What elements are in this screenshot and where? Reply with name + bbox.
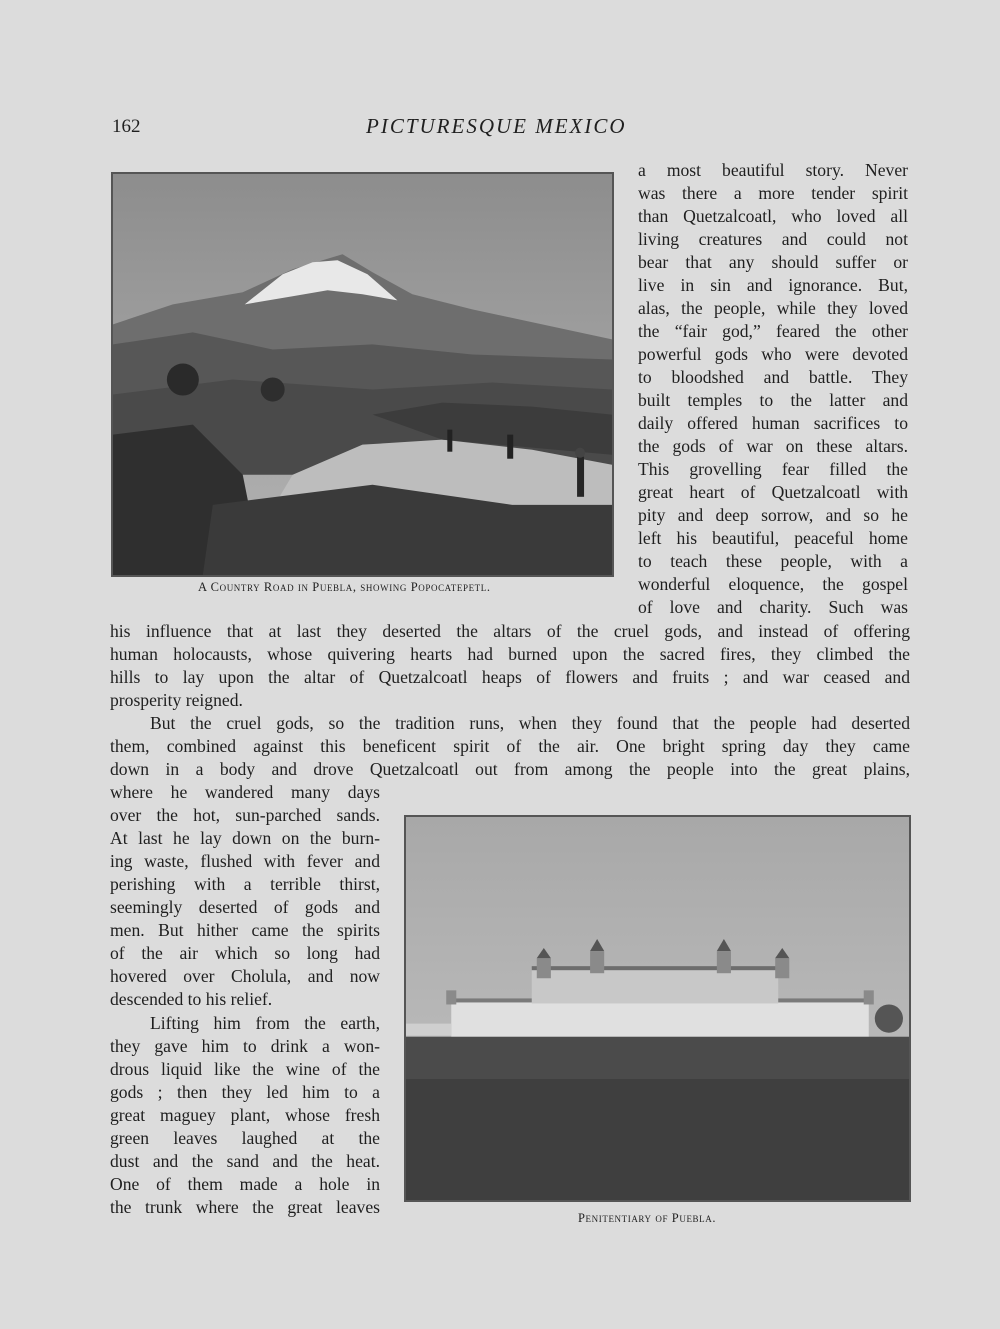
body-line: to teach these people, with a <box>638 551 908 571</box>
body-line: to bloodshed and battle. They <box>638 367 908 387</box>
page-number: 162 <box>112 116 141 137</box>
body-line: a most beautiful story. Never <box>638 160 908 180</box>
paragraph-start: Lifting him from the earth, <box>150 1013 380 1033</box>
body-line: than Quetzalcoatl, who loved all <box>638 206 908 226</box>
body-line: green leaves laughed at the <box>110 1128 380 1148</box>
body-line: where he wandered many days <box>110 782 380 802</box>
body-line: prosperity reigned. <box>110 690 243 710</box>
body-line: hovered over Cholula, and now <box>110 966 380 986</box>
body-line: down in a body and drove Quetzalcoatl out from among the people into the great plains, <box>110 759 910 779</box>
body-line: of the air which so long had <box>110 943 380 963</box>
body-line: great maguey plant, whose fresh <box>110 1105 380 1125</box>
body-line: gods ; then they led him to a <box>110 1082 380 1102</box>
body-line: built temples to the latter and <box>638 390 908 410</box>
photo-country-road-popocatepetl <box>111 172 614 577</box>
paragraph-start: But the cruel gods, so the tradition runs, when they found that the people had deserted <box>150 713 910 733</box>
body-line: was there a more tender spirit <box>638 183 908 203</box>
body-line: ing waste, flushed with fever and <box>110 851 380 871</box>
body-line: live in sin and ignorance. But, <box>638 275 908 295</box>
body-line: over the hot, sun-parched sands. <box>110 805 380 825</box>
body-line: men. But hither came the spirits <box>110 920 380 940</box>
body-line: living creatures and could not <box>638 229 908 249</box>
body-line: seemingly deserted of gods and <box>110 897 380 917</box>
body-line: One of them made a hole in <box>110 1174 380 1194</box>
body-line: powerful gods who were devoted <box>638 344 908 364</box>
photo-penitentiary-of-puebla <box>404 815 911 1202</box>
body-line: drous liquid like the wine of the <box>110 1059 380 1079</box>
figure-caption: A Country Road in Puebla, showing Popocatepetl. <box>198 580 491 594</box>
running-title: PICTURESQUE MEXICO <box>366 114 627 138</box>
body-line: the trunk where the great leaves <box>110 1197 380 1217</box>
figure-caption: Penitentiary of Puebla. <box>578 1211 717 1225</box>
body-line: they gave him to drink a won- <box>110 1036 380 1056</box>
body-line: alas, the people, while they loved <box>638 298 908 318</box>
body-line: This grovelling fear filled the <box>638 459 908 479</box>
body-line: wonderful eloquence, the gospel <box>638 574 908 594</box>
body-line: them, combined against this beneficent spirit of the air. One bright spring day they came <box>110 736 910 756</box>
body-line: dust and the sand and the heat. <box>110 1151 380 1171</box>
body-line: left his beautiful, peaceful home <box>638 528 908 548</box>
body-line: of love and charity. Such was <box>638 597 908 617</box>
body-line: great heart of Quetzalcoatl with <box>638 482 908 502</box>
body-line: hills to lay upon the altar of Quetzalcoatl heaps of flowers and fruits ; and war ceased and <box>110 667 910 687</box>
body-line: pity and deep sorrow, and so he <box>638 505 908 525</box>
body-line: descended to his relief. <box>110 989 273 1009</box>
body-line: human holocausts, whose quivering hearts had burned upon the sacred fires, they climbed the <box>110 644 910 664</box>
body-line: his influence that at last they deserted the altars of the cruel gods, and instead of offering <box>110 621 910 641</box>
body-line: the “fair god,” feared the other <box>638 321 908 341</box>
body-line: the gods of war on these altars. <box>638 436 908 456</box>
body-line: daily offered human sacrifices to <box>638 413 908 433</box>
body-line: At last he lay down on the burn- <box>110 828 380 848</box>
body-line: bear that any should suffer or <box>638 252 908 272</box>
body-line: perishing with a terrible thirst, <box>110 874 380 894</box>
